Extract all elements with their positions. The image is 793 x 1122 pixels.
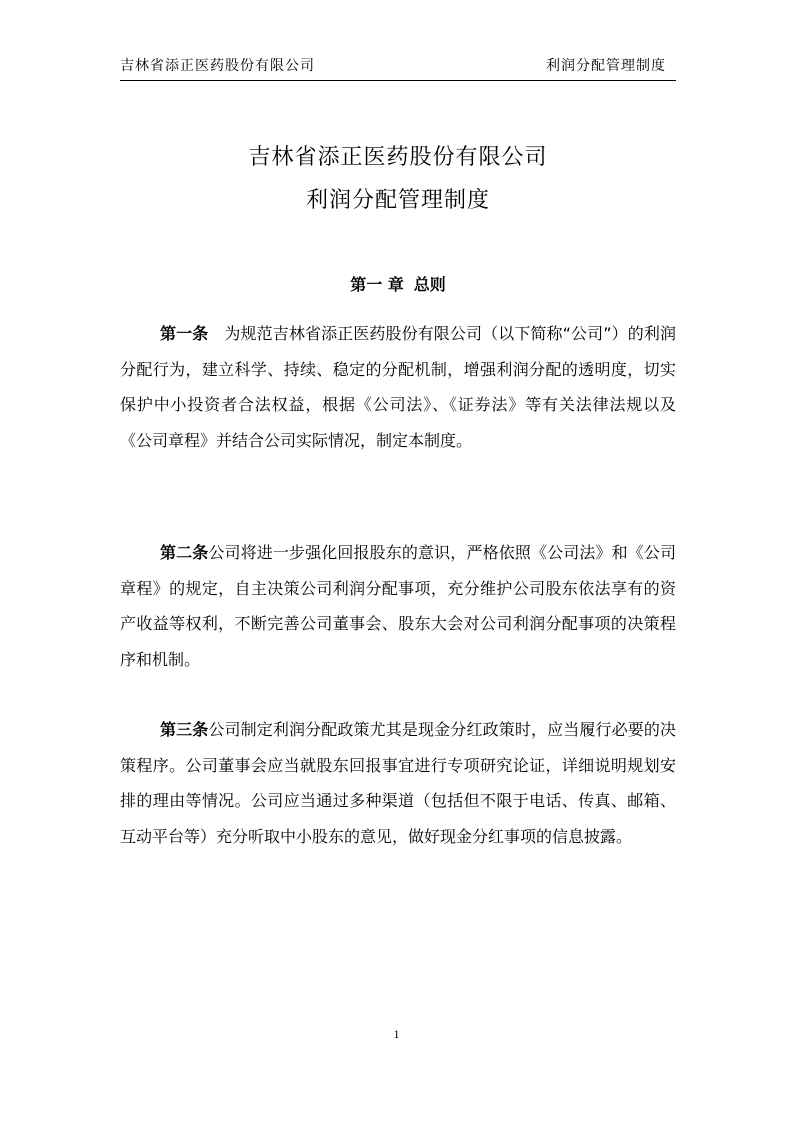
article-2-text: 公司将进一步强化回报股东的意识，严格依照《公司法》和《公司章程》的规定，自主决策公司利润分配事项，充分维护公司股东依法享有的资产收益等权利，不断完善公司董事会、股东大会对公司利润分配事项的决策程序和机制。 [120, 543, 676, 669]
article-1 [120, 316, 676, 458]
article-1-label: 第一条 [160, 324, 209, 343]
article-3-label: 第三条 [160, 720, 209, 739]
document-title-name: 利润分配管理制度 [305, 188, 490, 213]
chapter-number: 第一 章 [350, 275, 404, 294]
article-3 [120, 712, 676, 854]
chapter-name: 总则 [413, 275, 446, 294]
article-2 [120, 535, 676, 677]
page-number: 1 [393, 1027, 400, 1041]
article-2-label: 第二条 [160, 543, 209, 562]
document-title-company: 吉林省添正医药股份有限公司 [248, 145, 548, 170]
article-1-text: 为规范吉林省添正医药股份有限公司（以下简称“公司”）的利润分配行为，建立科学、持续、稳定的分配机制，增强利润分配的透明度，切实保护中小投资者合法权益，根据《公司法》、《证券法》等有关法律法规以及《公司章程》并结合公司实际情况，制定本制度。 [120, 324, 676, 450]
header-company-name: 吉林省添正医药股份有限公司 [120, 58, 315, 74]
page-header [120, 56, 676, 81]
chapter-heading [120, 273, 676, 297]
article-3-text: 公司制定利润分配政策尤其是现金分红政策时，应当履行必要的决策程序。公司董事会应当就股东回报事宜进行专项研究论证，详细说明规划安排的理由等情况。公司应当通过多种渠道（包括但不限于电话、传真、邮箱、互动平台等）充分听取中小股东的意见，做好现金分红事项的信息披露。 [120, 720, 676, 846]
header-document-name: 利润分配管理制度 [546, 58, 666, 74]
